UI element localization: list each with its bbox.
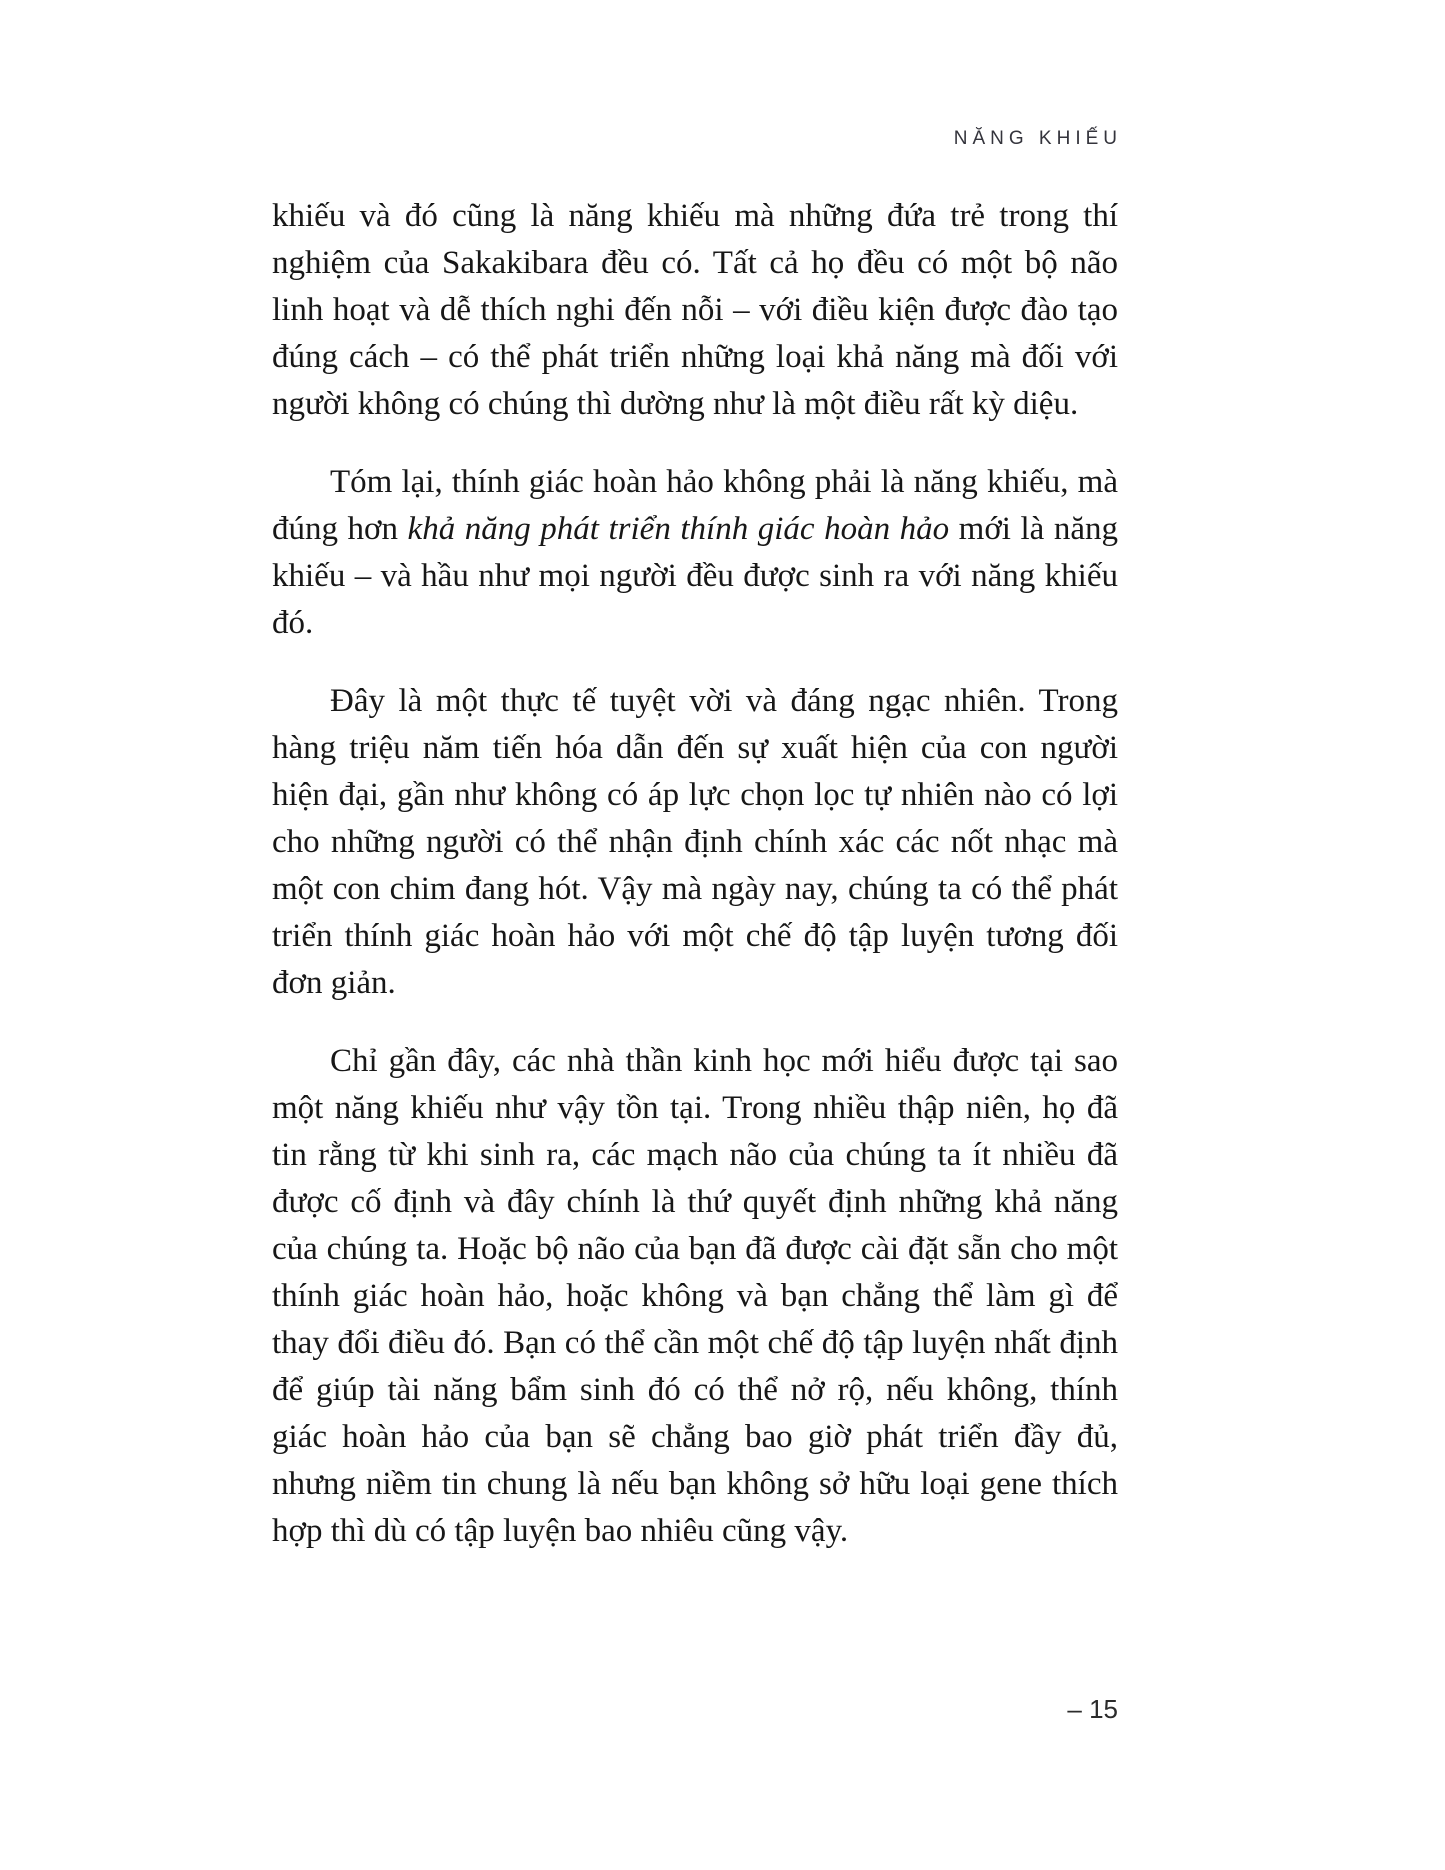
page-body bbox=[272, 193, 1118, 1555]
text-run: khiếu và đó cũng là năng khiếu mà những đứa trẻ trong thí nghiệm của Sakakibara đều có. Tất cả họ đều có một bộ não linh hoạt và dễ thích nghi đến nỗi – với điều kiện được đào tạo đúng cách – có thể phát triển những loại khả năng mà đối với người không có chúng thì dường như là một điều rất kỳ diệu. bbox=[272, 198, 1118, 422]
text-run: Chỉ gần đây, các nhà thần kinh học mới hiểu được tại sao một năng khiếu như vậy tồn tại. Trong nhiều thập niên, họ đã tin rằng từ khi sinh ra, các mạch não của chúng ta ít nhiều đã được cố định và đây chính là thứ quyết định những khả năng của chúng ta. Hoặc bộ não của bạn đã được cài đặt sẵn cho một thính giác hoàn hảo, hoặc không và bạn chẳng thể làm gì để thay đổi điều đó. Bạn có thể cần một chế độ tập luyện nhất định để giúp tài năng bẩm sinh đó có thể nở rộ, nếu không, thính giác hoàn hảo của bạn sẽ chẳng bao giờ phát triển đầy đủ, nhưng niềm tin chung là nếu bạn không sở hữu loại gene thích hợp thì dù có tập luyện bao nhiêu cũng vậy. bbox=[272, 1043, 1118, 1549]
paragraph bbox=[272, 1038, 1118, 1555]
italic-text-run: khả năng phát triển thính giác hoàn hảo bbox=[407, 511, 950, 547]
text-run: mới là năng khiếu – và hầu như mọi người đều được sinh ra với năng khiếu đó. bbox=[272, 511, 1119, 641]
running-header: NĂNG KHIẾU bbox=[953, 128, 1122, 149]
page-number: – 15 bbox=[1067, 1694, 1118, 1724]
paragraph bbox=[272, 678, 1118, 1007]
text-run: Tóm lại, thính giác hoàn hảo không phải là năng khiếu, mà đúng hơn bbox=[272, 464, 1118, 547]
paragraph bbox=[272, 193, 1118, 428]
text-run: Đây là một thực tế tuyệt vời và đáng ngạc nhiên. Trong hàng triệu năm tiến hóa dẫn đến sự xuất hiện của con người hiện đại, gần như không có áp lực chọn lọc tự nhiên nào có lợi cho những người có thể nhận định chính xác các nốt nhạc mà một con chim đang hót. Vậy mà ngày nay, chúng ta có thể phát triển thính giác hoàn hảo với một chế độ tập luyện tương đối đơn giản. bbox=[272, 683, 1118, 1001]
paragraph bbox=[272, 459, 1118, 647]
